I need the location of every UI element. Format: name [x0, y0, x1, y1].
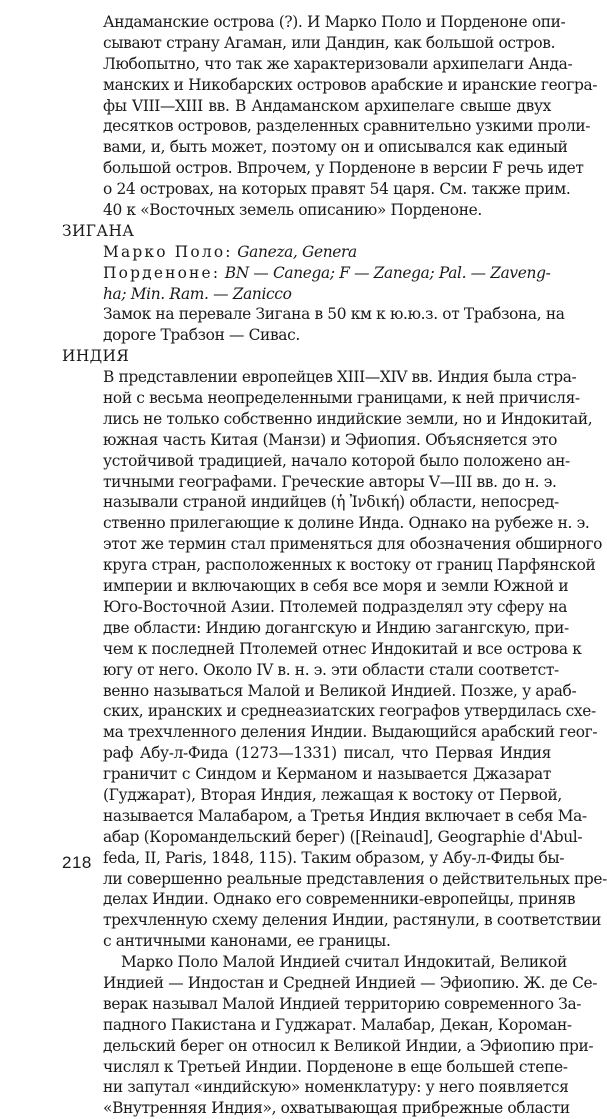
text-line: чем к последней Птолемей отнес Индокитай и все острова к — [103, 639, 582, 658]
text-line: feda, II, Paris, 1848, 115). Таким образом, у Абу-л-Фиды бы- — [103, 848, 565, 867]
text-line: сывают страну Агаман, или Дандин, как большой остров. — [103, 33, 556, 52]
variant-line — [103, 284, 551, 305]
text-line: трехчленную схему деления Индии, растянули, в соответствии — [103, 911, 601, 930]
variant-label: Марко Поло: — [103, 242, 233, 261]
text-line: лись не только собственно индийские земли, но и Индокитай, — [103, 409, 593, 428]
text-line: В представлении европейцев XIII—XIV вв. Индия была стра- — [103, 368, 577, 387]
text-line: тичными географами. Греческие авторы V—III вв. до н. э. — [103, 472, 557, 491]
text-line: ских, иранских и среднеазиатских географов утвердилась схе- — [103, 702, 596, 721]
text-line: называли страной индийцев (ἡ Ἰνδική) области, непосред- — [103, 493, 559, 512]
text-line: «Внутренняя Индия», охватывающая прибрежные области — [103, 1099, 570, 1118]
text-line: 40 к «Восточных земель описанию» Порденоне. — [103, 201, 482, 220]
india-paragraph-2 — [0, 952, 600, 1119]
entry-heading: ЗИГАНА — [62, 221, 135, 240]
text-line: большой остров. Впрочем, у Порденоне в версии F речь идет — [103, 159, 584, 178]
text-line: вами, и, быть может, поэтому он и описывался как единый — [103, 138, 568, 157]
text-line: Любопытно, что так же характеризовали архипелаги Анда- — [103, 54, 573, 73]
text-line: о 24 островах, на которых правят 54 царя. См. также прим. — [103, 180, 571, 199]
text-line: ли совершенно реальные представления о действительных пре- — [103, 869, 607, 888]
text-line: этот же термин стал применяться для обозначения обширного — [103, 535, 603, 554]
text-line: Замок на перевале Зигана в 50 км к ю.ю.з. от Трабзона, на — [103, 305, 565, 324]
text-line: дороге Трабзон — Сивас. — [103, 326, 300, 345]
variant-line — [103, 263, 551, 284]
text-line: Марко Поло Малой Индией считал Индокитай, Великой — [121, 953, 567, 972]
variant-forms: BN — Canega; F — Zanega; Pal. — Zaveng- — [224, 263, 551, 282]
text-line: южная часть Китая (Манзи) и Эфиопия. Объясняется это — [103, 430, 558, 449]
text-line: югу от него. Около IV в. н. э. эти области стали соответст- — [103, 660, 559, 679]
text-line: ственно прилегающие к долине Инда. Однако на рубеже н. э. — [103, 514, 590, 533]
variant-label: Порденоне: — [103, 263, 221, 282]
india-entry — [0, 346, 607, 1119]
entry-heading: ИНДИЯ — [62, 347, 130, 366]
text-line: (Гуджарат), Вторая Индия, лежащая к востоку от Первой, — [103, 785, 562, 804]
variant-forms: ha; Min. Ram. — Zanicco — [103, 284, 292, 303]
text-line: Юго-Восточной Азии. Птолемей подразделял эту сферу на — [103, 597, 568, 616]
text-line: с античными канонами, ее границы. — [103, 932, 391, 951]
text-line: числял к Третьей Индии. Порденоне в еще большей степе- — [103, 1057, 568, 1076]
variant-forms: Ganeza, Genera — [237, 242, 357, 261]
text-line: верак называл Малой Индией территорию современного За- — [103, 994, 582, 1013]
text-line: десятков островов, разделенных сравнительно узкими проли- — [103, 117, 591, 136]
text-line: ной с весьма неопределенными границами, к ней причисля- — [103, 389, 580, 408]
text-line: делах Индии. Однако его современники-европейцы, приняв — [103, 890, 576, 909]
text-line: две области: Индию догангскую и Индию загангскую, при- — [103, 618, 569, 637]
page-body — [0, 12, 607, 1119]
text-line: устойчивой традицией, начало которой было положено ан- — [103, 451, 570, 470]
text-line: Индией — Индостан и Средней Индией — Эфиопию. Ж. де Се- — [103, 973, 598, 992]
text-line: называется Малабаром, а Третья Индия включает в себя Ма- — [103, 806, 587, 825]
text-line: фы VIII—XIII вв. В Андаманском архипелаге свыше двух — [103, 96, 551, 115]
andaman-entry — [0, 12, 600, 221]
text-line: граничит с Синдом и Керманом и называется Джазарат — [103, 765, 551, 784]
text-line: венно называться Малой и Великой Индией. Позже, у араб- — [103, 681, 577, 700]
text-line: падного Пакистана и Гуджарат. Малабар, Декан, Короман- — [103, 1015, 572, 1034]
text-line: абар (Коромандельский берег) ([Reinaud], Geographie d'Abul- — [103, 827, 583, 846]
variant-line — [103, 242, 551, 263]
text-line: ни запутал «индийскую» номенклатуру: у него появляется — [103, 1078, 569, 1097]
page-number: 218 — [62, 853, 92, 872]
text-line: дельский берег он относил к Великой Индии, а Эфиопию при- — [103, 1036, 594, 1055]
text-line: Андаманские острова (?). И Марко Поло и Порденоне опи- — [103, 13, 566, 31]
text-line: круга стран, расположенных к востоку от границ Парфянской — [103, 556, 596, 575]
text-line: манских и Никобарских островов арабские и иранские геогра- — [103, 75, 598, 94]
text-line: ма трехчленного деления Индии. Выдающийся арабский геог- — [103, 723, 598, 742]
text-line: империи и включающих в себя все моря и земли Южной и — [103, 577, 569, 596]
zigana-entry — [0, 221, 600, 346]
text-line: раф Абу-л-Фида (1273—1331) писал, что Первая Индия — [103, 744, 551, 763]
